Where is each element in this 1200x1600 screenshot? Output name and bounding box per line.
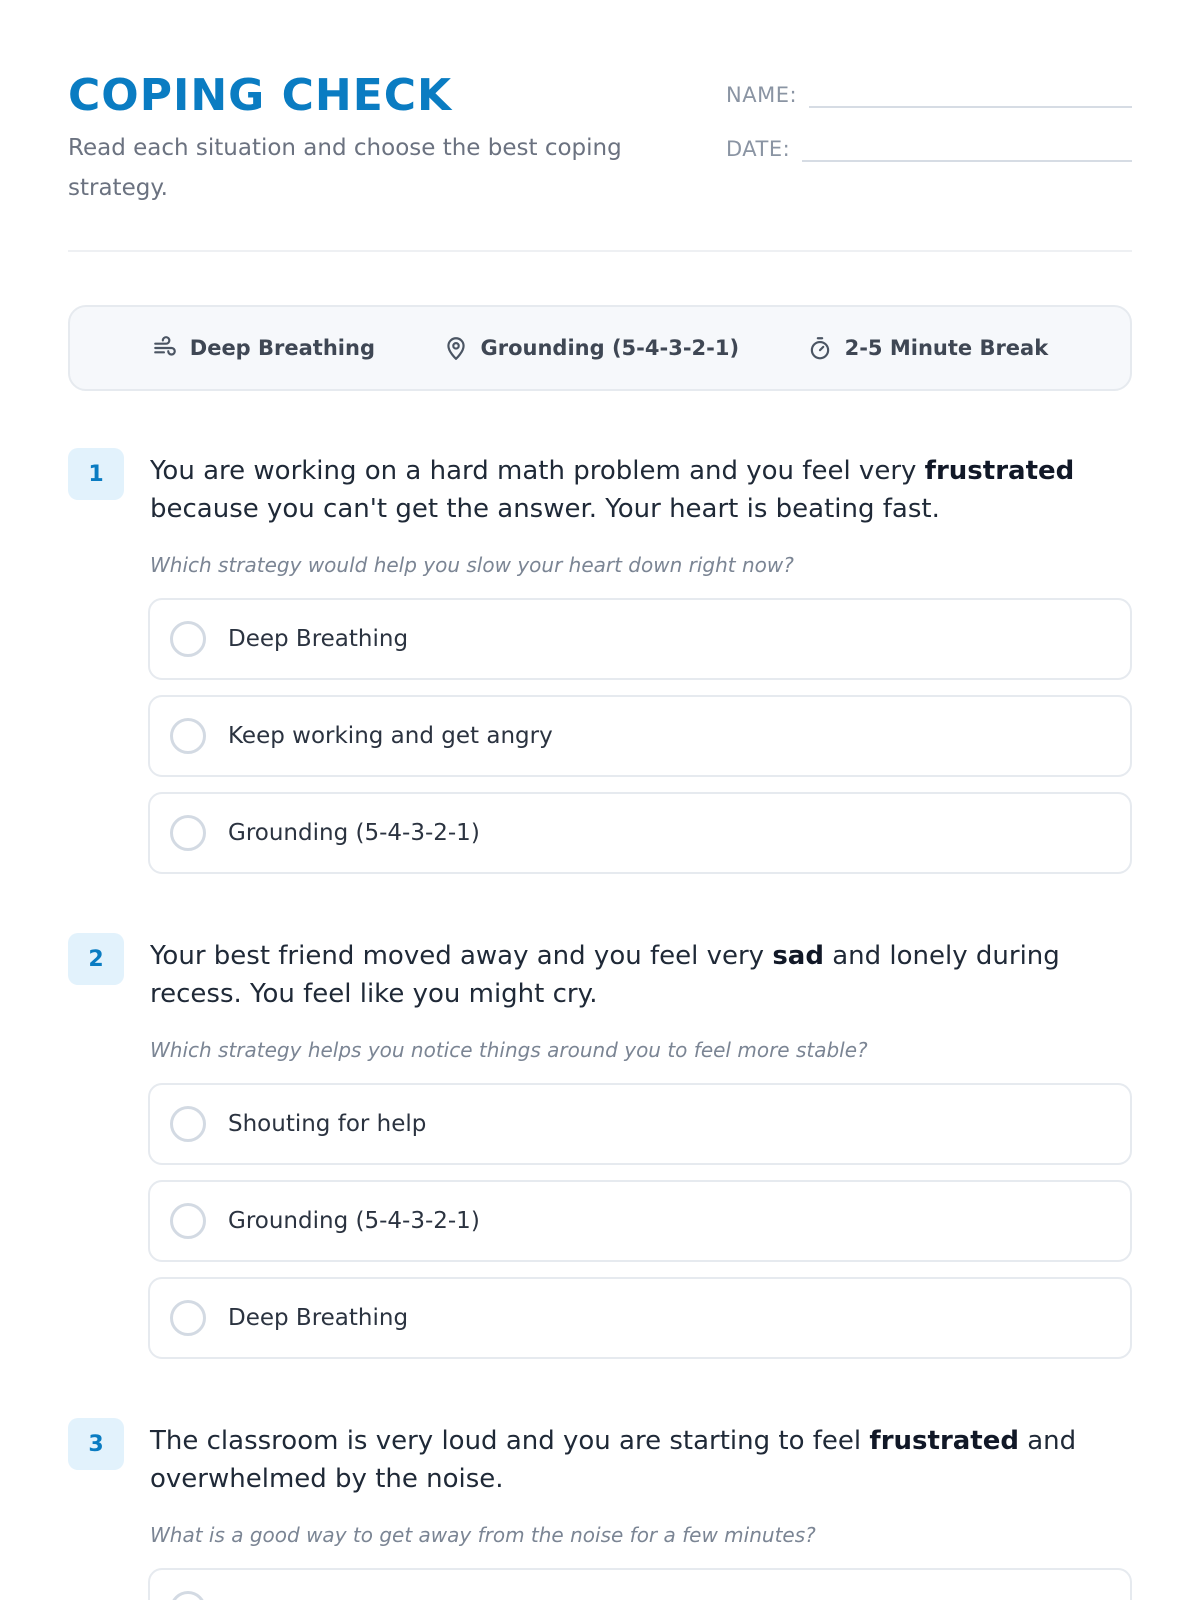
question-number-badge: 3 <box>68 1418 124 1470</box>
strategy-deep-breathing <box>152 335 375 361</box>
question-emphasis: frustrated <box>924 456 1075 486</box>
option-label: Keep working and get angry <box>228 723 553 749</box>
option-label: Shouting for help <box>228 1111 427 1137</box>
student-info <box>726 70 1132 178</box>
radio-button[interactable] <box>170 1591 206 1600</box>
radio-button[interactable] <box>170 621 206 657</box>
worksheet-header <box>68 0 1132 252</box>
answer-option[interactable] <box>148 792 1132 874</box>
answer-option[interactable] <box>148 1083 1132 1165</box>
answer-option[interactable] <box>148 1277 1132 1359</box>
wind-icon <box>152 335 178 361</box>
strategy-label: Grounding (5-4-3-2-1) <box>480 336 740 360</box>
strategy-break <box>807 335 1049 361</box>
answer-option[interactable] <box>148 1568 1132 1600</box>
option-label: Grounding (5-4-3-2-1) <box>228 820 480 846</box>
radio-button[interactable] <box>170 1203 206 1239</box>
date-row <box>726 124 1132 162</box>
page-title: COPING CHECK <box>68 70 453 121</box>
question-number-badge: 2 <box>68 933 124 985</box>
answer-option[interactable] <box>148 695 1132 777</box>
question-text-part: You are working on a hard math problem and you feel very <box>150 456 925 486</box>
page-subtitle: Read each situation and choose the best coping strategy. <box>68 135 622 201</box>
option-label: Grounding (5-4-3-2-1) <box>228 1208 480 1234</box>
option-label: Deep Breathing <box>228 1305 409 1331</box>
radio-button[interactable] <box>170 1106 206 1142</box>
question-number-badge: 1 <box>68 448 124 500</box>
name-label: NAME: <box>726 83 798 107</box>
question-hint: Which strategy helps you notice things around you to feel more stable? <box>150 1038 868 1062</box>
question-emphasis: sad <box>772 941 824 971</box>
answer-options <box>148 1083 1132 1374</box>
radio-button[interactable] <box>170 815 206 851</box>
answer-options <box>148 1568 1132 1600</box>
question-text-part: and lonely during recess. You feel like you might cry. <box>150 941 1060 1009</box>
question-text <box>150 937 1132 1013</box>
question-text <box>150 452 1132 528</box>
name-field[interactable] <box>809 78 1132 108</box>
question-text <box>150 1422 1132 1498</box>
name-row <box>726 70 1132 108</box>
answer-option[interactable] <box>148 598 1132 680</box>
strategy-label: Deep Breathing <box>189 336 375 360</box>
radio-button[interactable] <box>170 1300 206 1336</box>
answer-option[interactable] <box>148 1180 1132 1262</box>
strategy-legend <box>68 305 1132 391</box>
strategy-grounding <box>443 335 740 361</box>
option-label: Deep Breathing <box>228 626 409 652</box>
timer-icon <box>807 335 833 361</box>
date-field[interactable] <box>802 132 1132 162</box>
strategy-label: 2-5 Minute Break <box>844 336 1049 360</box>
question-hint: What is a good way to get away from the noise for a few minutes? <box>150 1523 816 1547</box>
question-text-part: The classroom is very loud and you are starting to feel <box>150 1426 870 1456</box>
question-hint: Which strategy would help you slow your heart down right now? <box>150 553 794 577</box>
question-emphasis: frustrated <box>869 1426 1019 1456</box>
question-text-part: Your best friend moved away and you feel very <box>150 941 773 971</box>
radio-button[interactable] <box>170 718 206 754</box>
map-pin-icon <box>443 335 469 361</box>
answer-options <box>148 598 1132 889</box>
question-text-part: because you can't get the answer. Your heart is beating fast. <box>150 494 940 524</box>
question-text-part: and overwhelmed by the noise. <box>150 1426 1077 1494</box>
date-label: DATE: <box>726 137 791 161</box>
